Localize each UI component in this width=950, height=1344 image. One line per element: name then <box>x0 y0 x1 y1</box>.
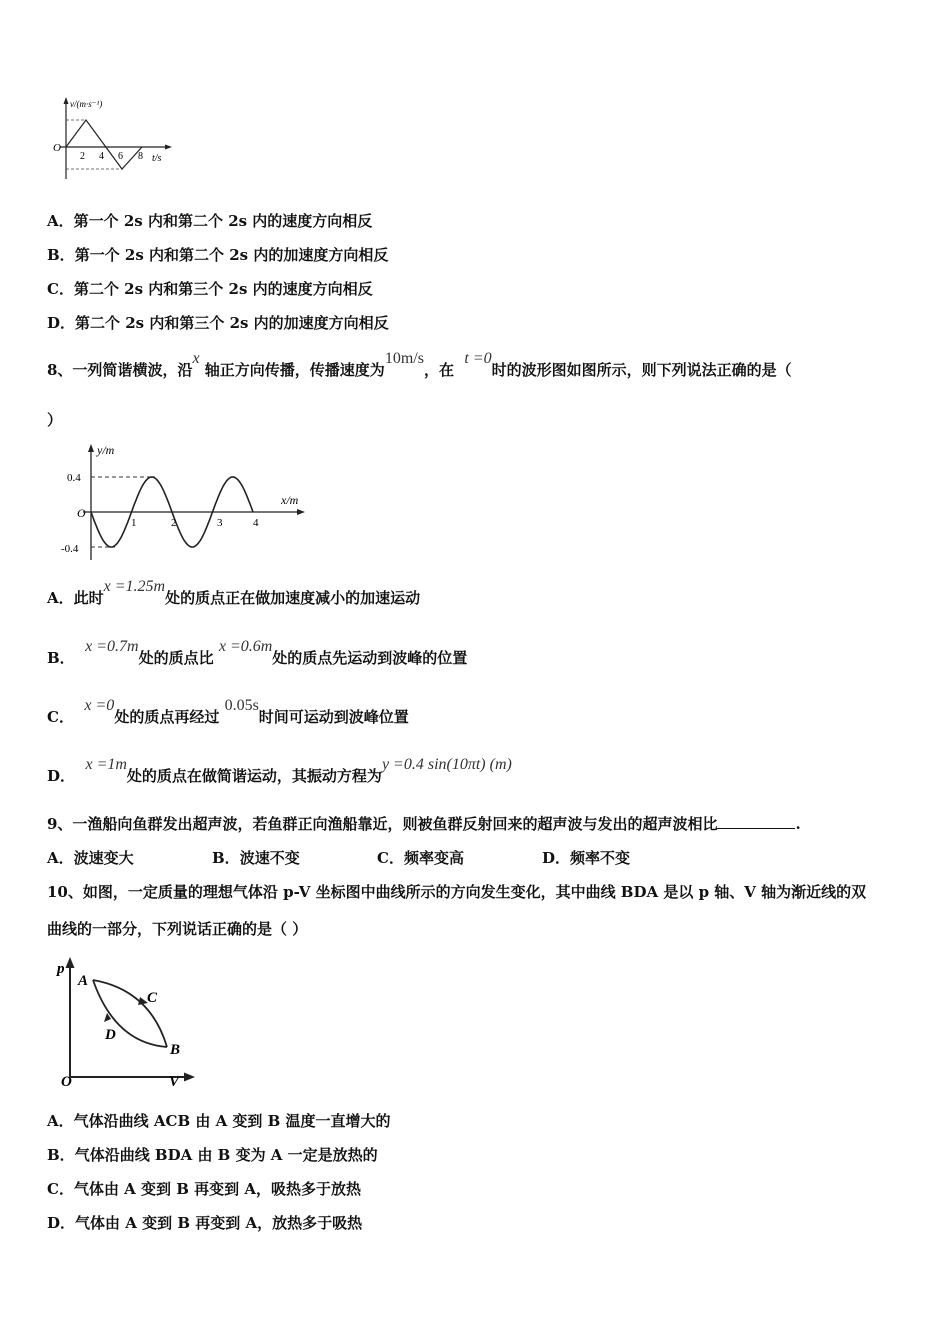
vt-tick-8: 8 <box>138 151 143 162</box>
wave-xlabel: x/m <box>281 493 299 507</box>
pv-origin: O <box>61 1074 72 1090</box>
q8-option-d[interactable]: D． x =1m处的质点在做简谐运动，其振动方程为y =0.4 sin(10πt) (m) <box>47 756 512 785</box>
pv-graph <box>55 955 200 1090</box>
q8-option-a[interactable]: A．此时x =1.25m处的质点正在做加速度减小的加速运动 <box>47 578 421 607</box>
vt-ylabel: v/(m·s⁻¹) <box>70 99 103 109</box>
q10-option-b[interactable]: B．气体沿曲线 BDA 由 B 变为 A 一定是放热的 <box>47 1146 378 1164</box>
wave-y-bottom: -0.4 <box>61 543 79 555</box>
q9-option-b[interactable]: B．波速不变 <box>212 849 300 867</box>
q10-stem-line1: 10、如图，一定质量的理想气体沿 p-V 坐标图中曲线所示的方向发生变化，其中曲线 BDA 是以 p 轴、V 轴为渐近线的双 <box>47 883 867 901</box>
velocity-line <box>66 120 142 169</box>
q9-option-d[interactable]: D．频率不变 <box>542 849 631 867</box>
pv-point-d: D <box>105 1027 116 1043</box>
q7-option-d[interactable]: D．第二个 2s 内和第三个 2s 内的加速度方向相反 <box>47 314 389 332</box>
q8-option-c[interactable]: C． x =0处的质点再经过 0.05s时间可运动到波峰位置 <box>47 697 409 726</box>
wave-ylabel: y/m <box>97 443 115 457</box>
velocity-time-graph <box>48 95 173 185</box>
q7-option-b[interactable]: B．第一个 2s 内和第二个 2s 内的加速度方向相反 <box>47 246 389 264</box>
q9-option-a[interactable]: A．波速变大 <box>47 849 134 867</box>
q9-option-c[interactable]: C．频率变高 <box>377 849 464 867</box>
q9-stem: 9、一渔船向鱼群发出超声波，若鱼群正向渔船靠近，则被鱼群反射回来的超声波与发出的超声波相比 . <box>47 815 801 833</box>
wave-xtick-4: 4 <box>253 517 259 529</box>
pv-p-label: p <box>57 961 65 977</box>
q9-answer-blank[interactable] <box>717 814 795 829</box>
pv-v-label: V <box>169 1074 180 1090</box>
wave-y-top: 0.4 <box>67 472 81 484</box>
q10-option-a[interactable]: A．气体沿曲线 ACB 由 A 变到 B 温度一直增大的 <box>47 1112 391 1130</box>
vt-origin: O <box>53 142 61 154</box>
q9-options <box>47 848 707 868</box>
vt-xlabel: t/s <box>152 153 162 164</box>
wave-xtick-3: 3 <box>217 517 223 529</box>
wave-graph <box>55 440 310 565</box>
q10-option-d[interactable]: D．气体由 A 变到 B 再变到 A，放热多于吸热 <box>47 1214 363 1232</box>
q10-stem-line2: 曲线的一部分，下列说话正确的是（ ） <box>47 920 308 938</box>
pv-point-c: C <box>147 990 158 1006</box>
q8-option-b[interactable]: B． x =0.7m处的质点比 x =0.6m处的质点先运动到波峰的位置 <box>47 638 468 667</box>
wave-origin: O <box>77 506 86 520</box>
q8-stem: 8、一列简谐横波，沿x 轴正方向传播，传播速度为10m/s，在 t =0时的波形图如图所示，则下列说法正确的是（ <box>47 350 792 379</box>
vt-tick-4: 4 <box>99 151 104 162</box>
vt-tick-6: 6 <box>118 151 123 162</box>
pv-point-b: B <box>170 1042 181 1058</box>
wave-xtick-2: 2 <box>171 517 177 529</box>
vt-tick-2: 2 <box>80 151 85 162</box>
wave-xtick-1: 1 <box>131 517 137 529</box>
q7-option-c[interactable]: C．第二个 2s 内和第三个 2s 内的速度方向相反 <box>47 280 373 298</box>
q7-option-a[interactable]: A．第一个 2s 内和第二个 2s 内的速度方向相反 <box>47 212 373 230</box>
q8-stem-close: ） <box>47 411 63 429</box>
pv-point-a: A <box>78 973 89 989</box>
q10-option-c[interactable]: C．气体由 A 变到 B 再变到 A，吸热多于放热 <box>47 1180 362 1198</box>
